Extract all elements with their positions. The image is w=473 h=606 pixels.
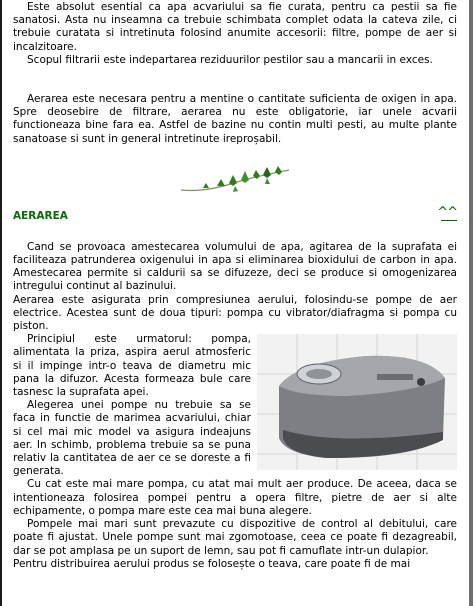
article-content bbox=[13, 0, 457, 571]
section-title: AERAREA bbox=[13, 209, 68, 222]
air-pump-photo-icon bbox=[257, 334, 457, 470]
paragraph-principle: Principiul este urmatorul: pompa, alimentata la priza, aspira aerul atmosferic si il impinge intr-o teava de diametru mic pana la difuzor. Acesta formeaza bule care tasnesc la suprafata apei. bbox=[13, 333, 251, 399]
link-underline bbox=[441, 220, 457, 221]
back-to-top-link[interactable]: ^^ bbox=[437, 204, 457, 220]
ivy-divider-icon bbox=[179, 166, 291, 196]
paragraph-aeration-intro: Aerarea este necesara pentru a mentine o cantitate suficienta de oxigen in apa. Spre deosebire de filtrare, aerarea nu este obligatorie, iar unele acvarii functioneaza bine fara ea. Astfel de bazine nu contin multi pesti, au multe plante sanatoase si sunt in general intretinute ireproșabil. bbox=[13, 93, 457, 145]
section-header bbox=[13, 202, 457, 228]
paragraph-choosing-pump: Alegerea unei pompe nu trebuie sa se faca in functie de marimea acvariului, chiar si cel mai mic model va asigura indeajuns aer. In schimb, problema trebuie sa se puna relativ la cantitatea de aer ce se doreste a fi generata. bbox=[13, 399, 251, 478]
paragraph-mixing: Cand se provoaca amestecarea volumului de apa, agitarea de la suprafata ei faciliteaza patrunderea oxigenului in apa si eliminarea bioxidului de carbon in apa. Amestecarea permite si caldurii sa se difuzeze, deci se produce si omogenizarea intregului continut al bazinului. bbox=[13, 240, 457, 293]
paragraph-bigger-pump: Cu cat este mai mare pompa, cu atat mai mult aer produce. De aceea, daca se intentioneaza folosirea pompei pentru a opera filtre, pietre de aer si alte echipamente, o pompa mare este cea mai buna alegere. bbox=[13, 478, 457, 517]
paragraph-air-distribution: Pentru distribuirea aerului produs se folosește o teava, care poate fi de mai bbox=[13, 557, 411, 570]
scrollbar-edge[interactable] bbox=[469, 0, 473, 606]
paragraph-pump-types: Aerarea este asigurata prin compresiunea aerului, folosindu-se pompe de aer electrice. Acestea sunt de doua tipuri: pompa cu vibrator/diafragma si pompa cu piston. bbox=[13, 293, 457, 333]
paragraph-flow-control: Pompele mai mari sunt prevazute cu dispozitive de control al debitului, care poate fi ajustat. Unele pompe sunt mai zgomotoase, ceea ce poate fi dezagreabil, dar se pot amplasa pe un suport de lemn, sau pot fi camuflate intr-un dulapior. bbox=[13, 518, 457, 557]
paragraph-filter-purpose: Scopul filtrarii este indepartarea reziduurilor pestilor sau a mancarii in exces. bbox=[27, 53, 433, 66]
paragraph-intro: Este absolut esential ca apa acvariului sa fie curata, pentru ca pestii sa fie sanatosi. Asta nu inseamna ca trebuie schimbata complet odata la cateva zile, ci trebuie curatata si intretinuta folosind anumite accesorii: filtre, pompe de aer si incalzitoare. bbox=[13, 1, 457, 53]
